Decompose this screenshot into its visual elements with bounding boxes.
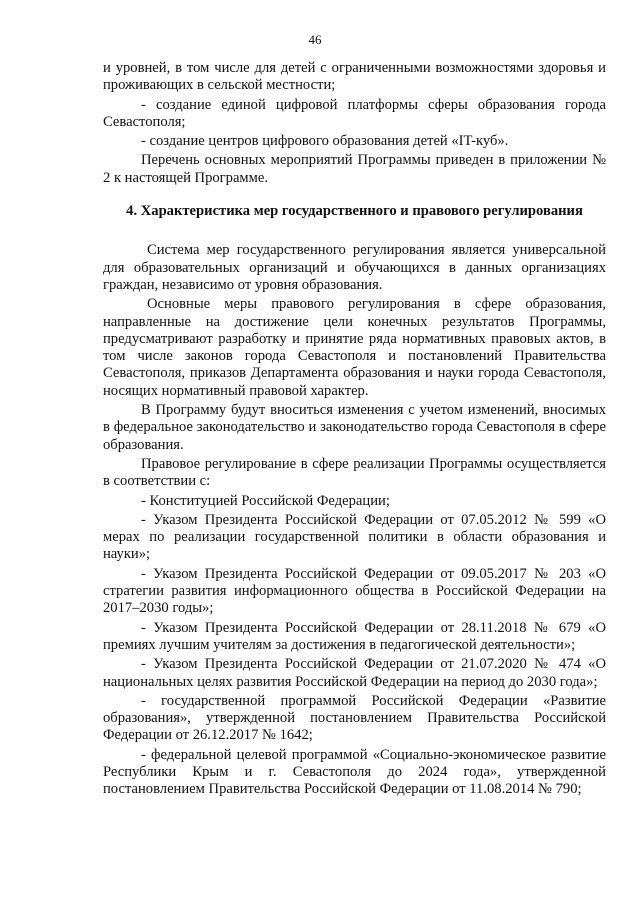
document-body [103, 60, 606, 801]
paragraph: Правовое регулирование в сфере реализации Программы осуществляется в соответствии с: [103, 455, 606, 490]
list-item: - Указом Президента Российской Федерации от 21.07.2020 № 474 «О национальных целях развития Российской Федерации на период до 2030 года»; [103, 656, 606, 690]
list-item: - федеральной целевой программой «Социально-экономическое развитие Республики Крым и г. Севастополя до 2024 года», утвержденной постановлением Правительства Российской Федерации от 11.08.2014 № 790; [103, 746, 606, 798]
paragraph: Система мер государственного регулирования является универсальной для образовательных организаций и обучающихся в данных организациях граждан, независимо от уровня образования. [103, 242, 606, 293]
list-item: - Указом Президента Российской Федерации от 07.05.2012 № 599 «О мерах по реализации государственной политики в области образования и науки»; [103, 511, 606, 563]
list-item: - создание единой цифровой платформы сферы образования города Севастополя; [103, 96, 606, 130]
list-item: - Конституцией Российской Федерации; [141, 492, 390, 509]
list-item: - создание центров цифрового образования детей «IT-куб». [141, 133, 509, 150]
paragraph: В Программу будут вноситься изменения с учетом изменений, вносимых в федеральное законодательство и законодательство города Севастополя в сфере образования. [103, 402, 606, 453]
list-item: - Указом Президента Российской Федерации от 09.05.2017 № 203 «О стратегии развития информационного общества в Российской Федерации на 2017–2030 годы»; [103, 565, 606, 617]
page-number: 46 [308, 32, 322, 47]
paragraph: Основные меры правового регулирования в сфере образования, направленные на достижение цели конечных результатов Программы, предусматривают разработку и принятие ряда нормативных правовых актов, в том числе законов города Севастополя и постановлений Правительства Севастополя, приказов Департамента образования и науки города Севастополя, носящих нормативный правовой характер. [103, 296, 606, 399]
paragraph: Перечень основных мероприятий Программы приведен в приложении № 2 к настоящей Программе. [103, 152, 606, 186]
list-item: - Указом Президента Российской Федерации от 28.11.2018 № 679 «О премиях лучшим учителям за достижения в педагогической деятельности»; [103, 619, 606, 653]
list-item: - государственной программой Российской Федерации «Развитие образования», утвержденной постановлением Правительства Российской Федерации от 26.12.2017 № 1642; [103, 692, 606, 744]
section-heading: 4. Характеристика мер государственного и правового регулирования [126, 203, 583, 220]
paragraph: и уровней, в том числе для детей с ограниченными возможностями здоровья и проживающих в сельской местности; [103, 60, 606, 94]
